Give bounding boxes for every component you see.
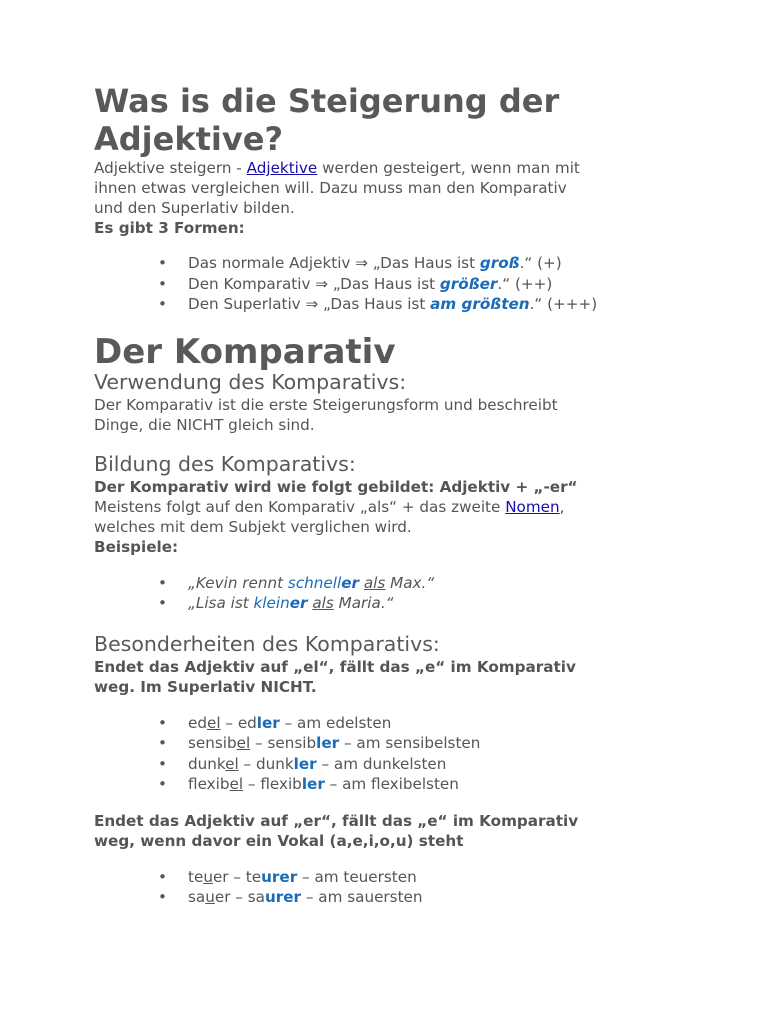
list-item: • sensibel – sensibler – am sensibelsten	[94, 733, 714, 754]
list-item: • Den Komparativ ⇒ „Das Haus ist größer.“ (++)	[94, 274, 714, 295]
list-item: • teuer – teurer – am teuersten	[94, 867, 714, 888]
examples-list	[94, 573, 714, 614]
verwendung-text: Dinge, die NICHT gleich sind.	[94, 415, 315, 434]
beispiele-label: Beispiele:	[94, 537, 179, 556]
list-item: • dunkel – dunkler – am dunkelsten	[94, 754, 714, 775]
bildung-text: ,	[559, 497, 565, 516]
intro-text: werden gesteigert, wenn man mit	[317, 159, 580, 177]
intro-text: Adjektive steigern -	[94, 159, 247, 177]
list-item: • „Kevin rennt schneller als Max.“	[94, 573, 714, 594]
el-list	[94, 713, 714, 795]
subheading-besonderheiten: Besonderheiten des Komparativs:	[94, 631, 440, 656]
list-item: • sauer – saurer – am sauersten	[94, 887, 714, 908]
intro-text: und den Superlativ bilden.	[94, 199, 295, 217]
rule-el: Endet das Adjektiv auf „el“, fällt das „e“ im Komparativ	[94, 657, 576, 676]
intro-paragraph	[94, 158, 714, 238]
er-list	[94, 867, 714, 908]
list-item: • flexibel – flexibler – am flexibelsten	[94, 774, 714, 795]
rule-el: weg. Im Superlativ NICHT.	[94, 677, 317, 696]
rule-er: Endet das Adjektiv auf „er“, fällt das „e“ im Komparativ	[94, 811, 579, 830]
subheading-verwendung: Verwendung des Komparativs:	[94, 369, 407, 394]
section-heading: Der Komparativ	[94, 331, 396, 372]
page-title: Was is die Steigerung der Adjektive?	[94, 82, 560, 158]
list-item: • Das normale Adjektiv ⇒ „Das Haus ist groß.“ (+)	[94, 253, 714, 274]
verwendung-text: Der Komparativ ist die erste Steigerungsform und beschreibt	[94, 395, 558, 414]
list-item: • Den Superlativ ⇒ „Das Haus ist am größten.“ (+++)	[94, 294, 714, 315]
subheading-bildung: Bildung des Komparativs:	[94, 451, 356, 476]
list-item: • „Lisa ist kleiner als Maria.“	[94, 593, 714, 614]
bildung-text: Meistens folgt auf den Komparativ „als“ + das zweite	[94, 497, 506, 516]
forms-list	[94, 253, 714, 315]
adjektive-link[interactable]: Adjektive	[246, 159, 318, 177]
document-page	[94, 82, 714, 908]
intro-text: ihnen etwas vergleichen will. Dazu muss man den Komparativ	[94, 179, 567, 197]
formen-label: Es gibt 3 Formen:	[94, 219, 245, 237]
bildung-rule: Der Komparativ wird wie folgt gebildet: Adjektiv + „-er“	[94, 477, 578, 496]
list-item: • edel – edler – am edelsten	[94, 713, 714, 734]
rule-er: weg, wenn davor ein Vokal (a,e,i,o,u) steht	[94, 831, 464, 850]
bildung-text: welches mit dem Subjekt verglichen wird.	[94, 517, 412, 536]
nomen-link[interactable]: Nomen	[505, 497, 560, 516]
